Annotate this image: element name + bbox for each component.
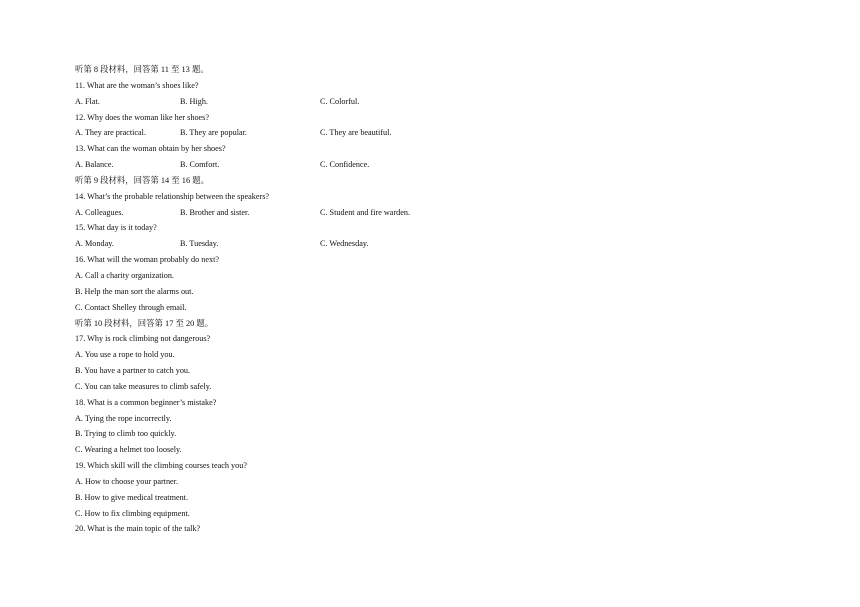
option-c: C. Wednesday. (320, 239, 369, 249)
question-20-stem: 20. What is the main topic of the talk? (75, 524, 201, 534)
option-a: A. Monday. (75, 239, 114, 249)
section-header-10: 听第 10 段材料，回答第 17 至 20 题。 (75, 318, 214, 328)
option-b: B. They are popular. (180, 128, 247, 138)
question-18-stem: 18. What is a common beginner’s mistake? (75, 397, 217, 407)
option-a: A. Colleagues. (75, 207, 124, 217)
option-b: B. Brother and sister. (180, 207, 250, 217)
question-17-option-a: A. You use a rope to hold you. (75, 350, 175, 360)
question-13-stem: 13. What can the woman obtain by her shoes? (75, 144, 226, 154)
question-18-option-b: B. Trying to climb too quickly. (75, 429, 177, 439)
question-17-option-c: C. You can take measures to climb safely. (75, 381, 212, 391)
option-c: C. They are beautiful. (320, 128, 392, 138)
question-11-options (75, 94, 795, 110)
question-16-option-c: C. Contact Shelley through email. (75, 302, 187, 312)
question-19-option-c: C. How to fix climbing equipment. (75, 508, 190, 518)
option-b: B. High. (180, 96, 208, 106)
option-c: C. Colorful. (320, 96, 360, 106)
option-a: A. They are practical. (75, 128, 146, 138)
question-12-stem: 12. Why does the woman like her shoes? (75, 112, 210, 122)
section-header-8: 听第 8 段材料，回答第 11 至 13 题。 (75, 65, 209, 74)
question-15-options (75, 236, 795, 252)
question-16-stem: 16. What will the woman probably do next? (75, 255, 220, 265)
question-11-stem: 11. What are the woman’s shoes like? (75, 80, 199, 90)
question-13-options (75, 157, 795, 173)
question-19-stem: 19. Which skill will the climbing courses teach you? (75, 461, 247, 471)
option-a: A. Flat. (75, 96, 100, 106)
question-17-option-b: B. You have a partner to catch you. (75, 366, 191, 376)
question-14-options (75, 205, 795, 221)
question-16-option-a: A. Call a charity organization. (75, 270, 174, 280)
question-17-stem: 17. Why is rock climbing not dangerous? (75, 334, 211, 344)
question-18-option-c: C. Wearing a helmet too loosely. (75, 445, 182, 455)
option-a: A. Balance. (75, 160, 114, 170)
question-19-option-a: A. How to choose your partner. (75, 476, 179, 486)
section-header-9: 听第 9 段材料，回答第 14 至 16 题。 (75, 175, 209, 185)
option-b: B. Comfort. (180, 160, 220, 170)
listening-questions (75, 62, 795, 537)
option-c: C. Student and fire warden. (320, 207, 411, 217)
question-18-option-a: A. Tying the rope incorrectly. (75, 413, 172, 423)
question-16-option-b: B. Help the man sort the alarms out. (75, 286, 194, 296)
question-14-stem: 14. What’s the probable relationship between the speakers? (75, 191, 270, 201)
option-b: B. Tuesday. (180, 239, 219, 249)
question-19-option-b: B. How to give medical treatment. (75, 492, 189, 502)
question-15-stem: 15. What day is it today? (75, 223, 157, 233)
question-12-options (75, 125, 795, 141)
option-c: C. Confidence. (320, 160, 370, 170)
